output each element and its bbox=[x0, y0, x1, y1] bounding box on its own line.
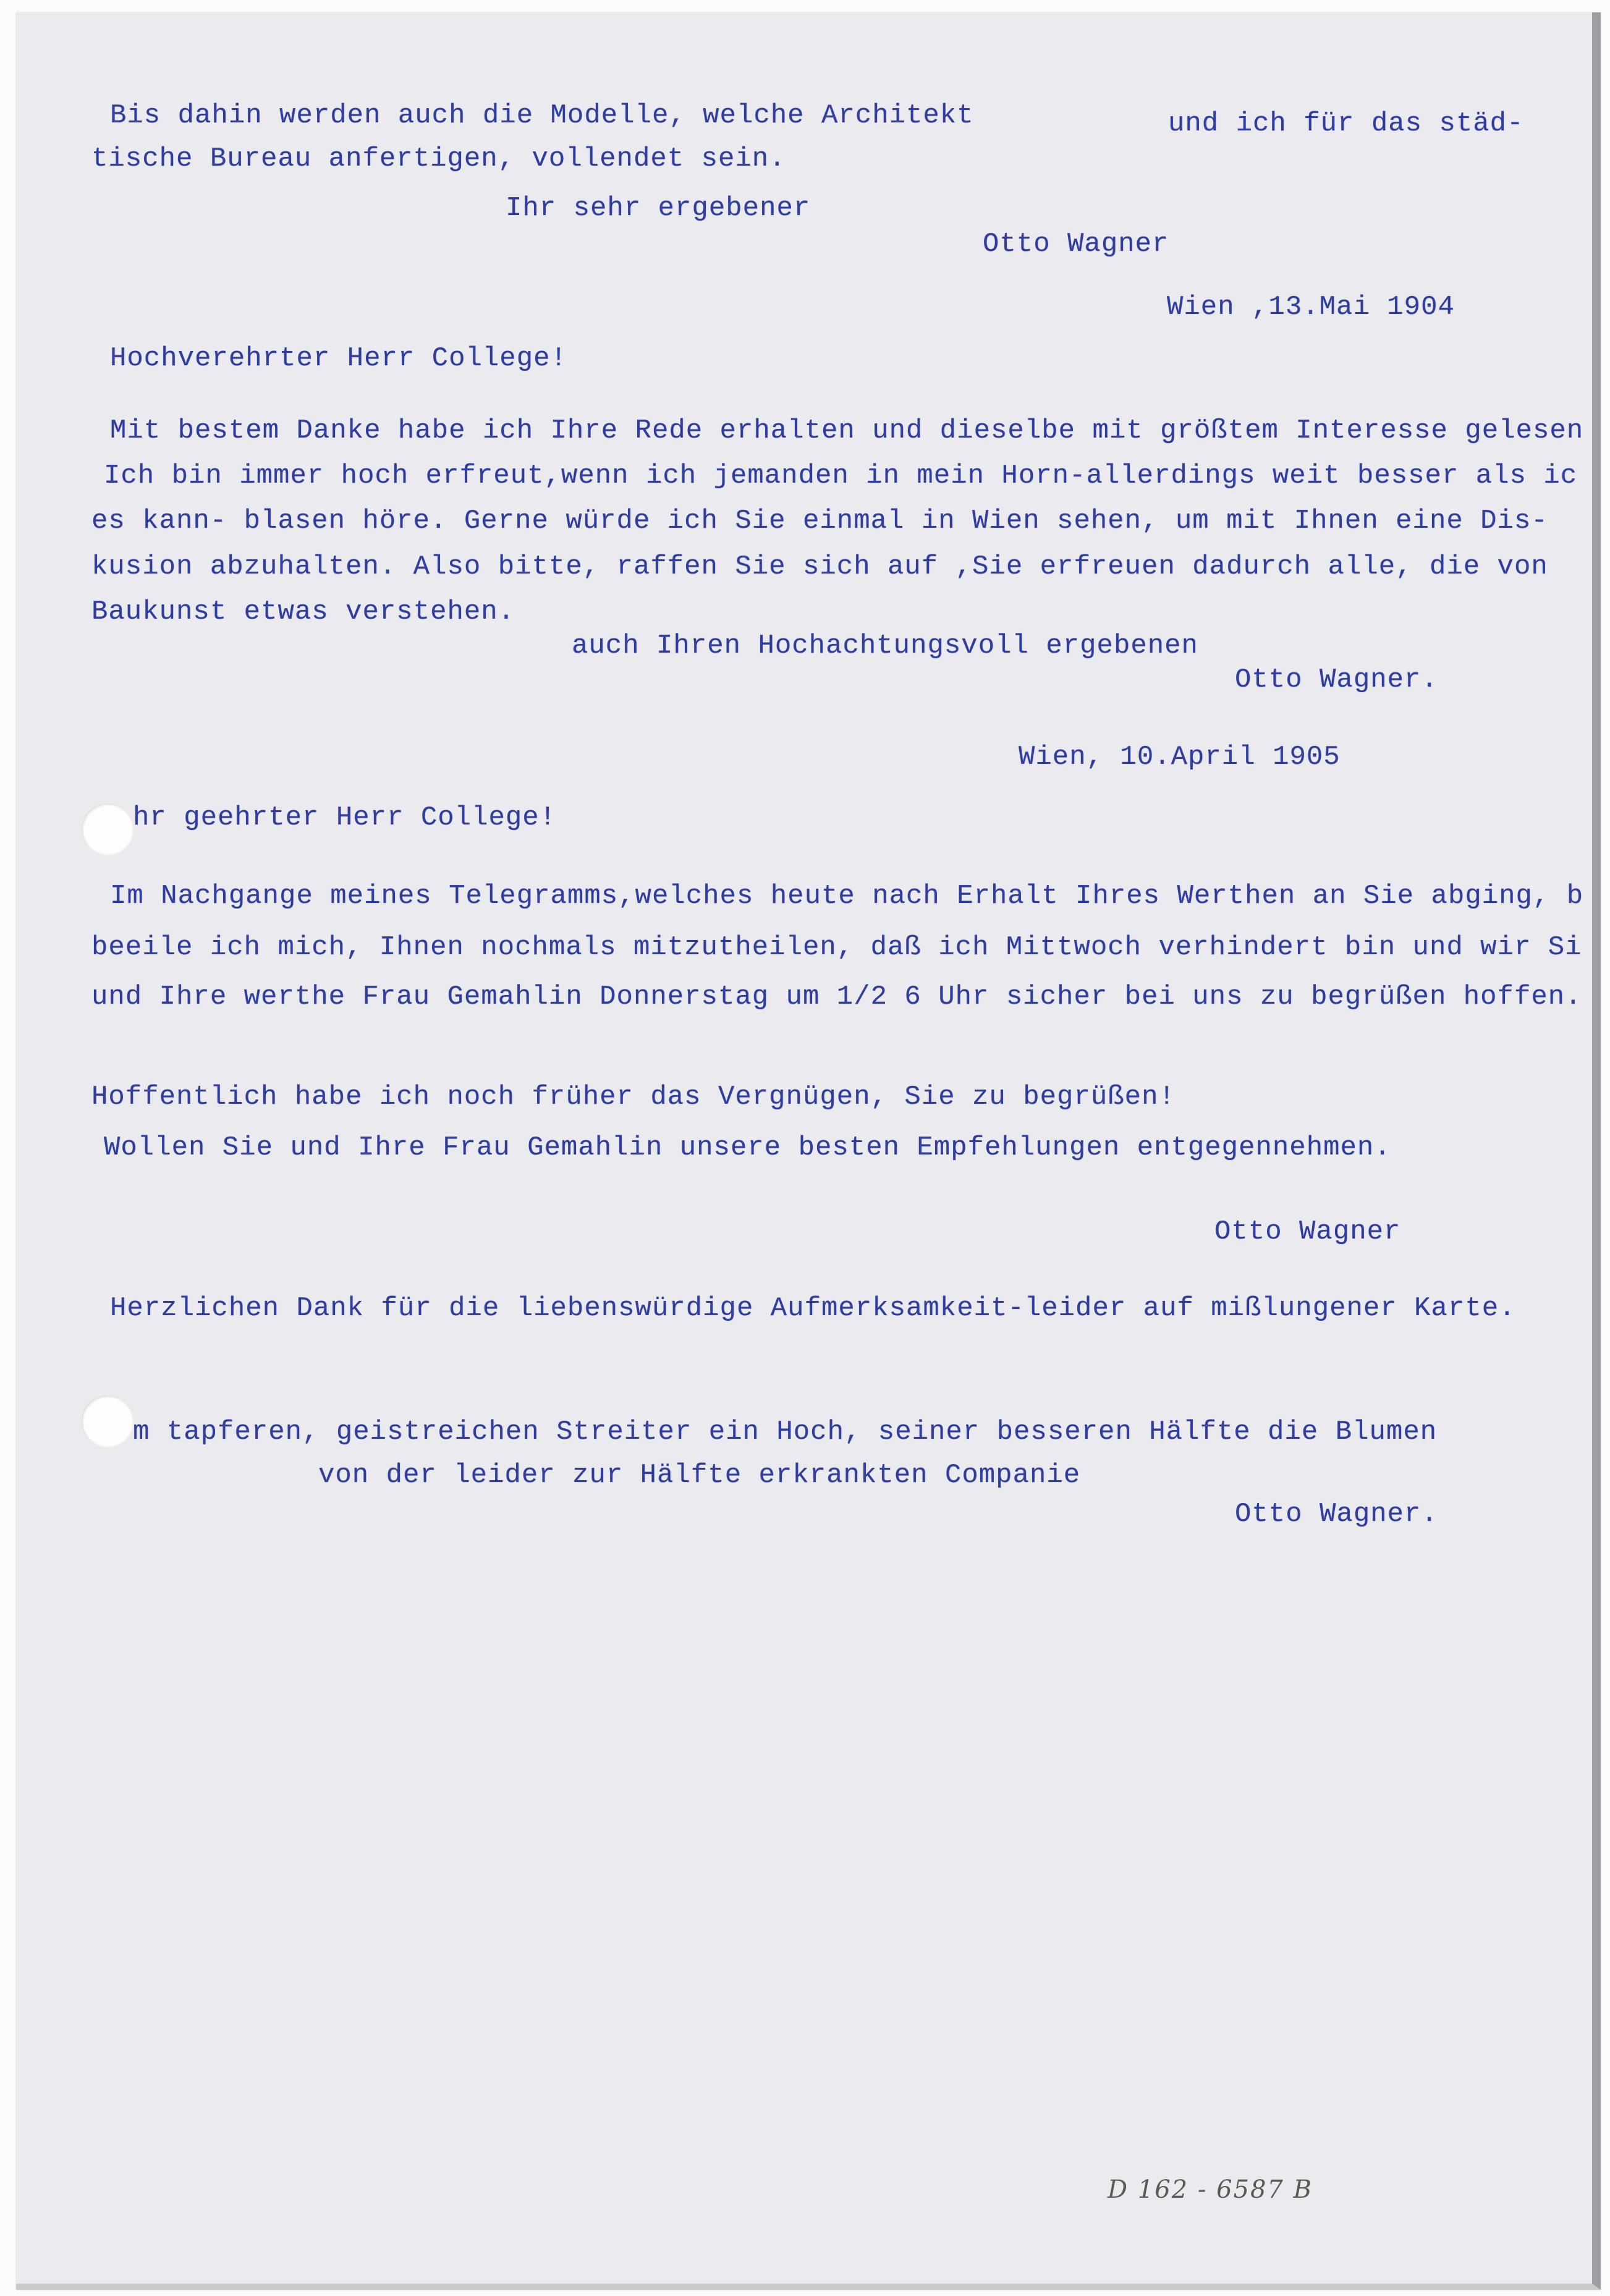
note2-line2: von der leider zur Hälfte erkrankten Companie bbox=[318, 1460, 1081, 1491]
letter3-body-line: beeile ich mich, Ihnen nochmals mitzutheilen, daß ich Mittwoch verhindert bin und wir Si bbox=[91, 932, 1582, 963]
letter2-salutation: Hochverehrter Herr College! bbox=[110, 343, 567, 374]
letter2-body-line: kusion abzuhalten. Also bitte, raffen Sie sich auf ,Sie erfreuen dadurch alle, die von bbox=[91, 551, 1548, 582]
punch-hole-lower bbox=[82, 1396, 133, 1447]
letter3-body-line: Im Nachgange meines Telegramms,welches heute nach Erhalt Ihres Werthen an Sie abging, b bbox=[110, 881, 1584, 912]
letter1-signature: Otto Wagner bbox=[983, 229, 1169, 260]
letter3-body-line: und Ihre werthe Frau Gemahlin Donnerstag um 1/2 6 Uhr sicher bei uns zu begrüßen hoffen. bbox=[91, 981, 1582, 1012]
letter2-body-line: Mit bestem Danke habe ich Ihre Rede erhalten und dieselbe mit größtem Interesse gelesen bbox=[110, 415, 1584, 446]
letter2-signature: Otto Wagner. bbox=[1235, 664, 1438, 695]
letter3-para2-line: Wollen Sie und Ihre Frau Gemahlin unsere besten Empfehlungen entgegennehmen. bbox=[104, 1132, 1391, 1163]
letter1-line2: tische Bureau anfertigen, vollendet sein. bbox=[91, 143, 786, 174]
letter2-body-line: Ich bin immer hoch erfreut,wenn ich jemanden in mein Horn-allerdings weit besser als ic bbox=[104, 460, 1578, 491]
letter3-para2-line: Hoffentlich habe ich noch früher das Vergnügen, Sie zu begrüßen! bbox=[91, 1082, 1176, 1112]
letter1-closing: Ihr sehr ergebener bbox=[506, 193, 811, 224]
punch-hole-upper bbox=[82, 803, 133, 855]
archive-number: D 162 - 6587 B bbox=[1108, 2175, 1313, 2204]
letter2-closing: auch Ihren Hochachtungsvoll ergebenen bbox=[572, 630, 1198, 661]
letter2-date: Wien ,13.Mai 1904 bbox=[1167, 292, 1455, 323]
letter2-body-line: es kann- blasen höre. Gerne würde ich Sie einmal in Wien sehen, um mit Ihnen eine Dis- bbox=[91, 506, 1548, 536]
letter3-date: Wien, 10.April 1905 bbox=[1019, 742, 1341, 773]
letter2-body-line: Baukunst etwas verstehen. bbox=[91, 596, 515, 627]
letter3-salutation: hr geehrter Herr College! bbox=[133, 802, 557, 833]
note1-text: Herzlichen Dank für die liebenswürdige Aufmerksamkeit-leider auf mißlungener Karte. bbox=[110, 1293, 1516, 1324]
letter1-line1a: Bis dahin werden auch die Modelle, welche Architekt bbox=[110, 100, 974, 131]
letter1-line1b: und ich für das städ- bbox=[1168, 108, 1524, 139]
note2-line1: m tapferen, geistreichen Streiter ein Hoch, seiner besseren Hälfte die Blumen bbox=[133, 1417, 1438, 1447]
letter3-signature: Otto Wagner bbox=[1214, 1216, 1401, 1247]
note2-signature: Otto Wagner. bbox=[1235, 1499, 1438, 1530]
